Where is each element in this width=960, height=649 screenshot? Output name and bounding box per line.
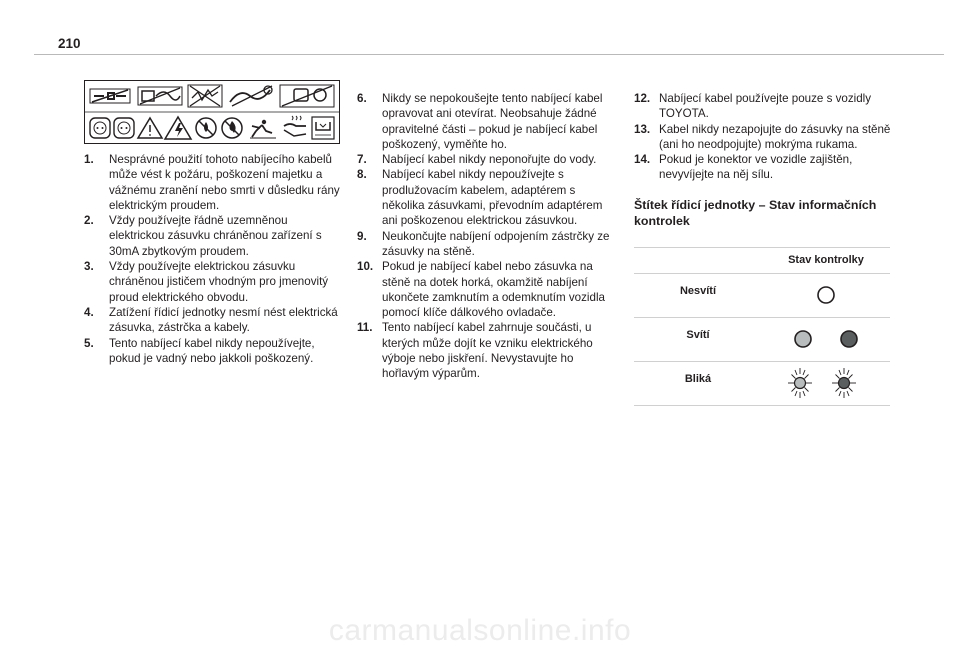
- list-item: [357, 259, 619, 320]
- list-item: [84, 336, 346, 367]
- list-item: [84, 213, 346, 259]
- item-text: Zatížení řídicí jednotky nesmí nést elektrická zásuvka, zástrčka a kabely.: [109, 305, 338, 335]
- row-label-off: Nesvítí: [634, 273, 762, 317]
- indicator-blinking-icon: [786, 365, 866, 401]
- table-header-row: [634, 247, 890, 273]
- item-number: 14.: [634, 153, 651, 167]
- table-row: [634, 273, 890, 317]
- item-number: 13.: [634, 122, 651, 136]
- watermark: carmanualsonline.info: [328, 614, 632, 647]
- list-item: [357, 152, 619, 167]
- table-header-status: Stav kontrolky: [762, 247, 890, 273]
- item-number: 3.: [84, 260, 94, 274]
- item-number: 6.: [357, 92, 367, 105]
- page-number: 210: [58, 36, 81, 51]
- item-number: 11.: [357, 321, 373, 335]
- list-item: [84, 305, 346, 336]
- item-text: Kabel nikdy nezapojujte do zásuvky na stěně (ani ho neodpojujte) mokrýma rukama.: [659, 122, 891, 151]
- list-item: [84, 152, 346, 213]
- item-number: 8.: [357, 168, 367, 182]
- item-text: Nikdy se nepokoušejte tento nabíjecí kabel opravovat ani otevírat. Neobsahuje žádné opravitelné části – pokud je nabíjecí kabel poškozený, vyměňte ho.: [382, 92, 603, 151]
- item-text: Nabíjecí kabel nikdy nepoužívejte s prodlužovacím kabelem, adaptérem s několika zásuvkami, převodním adaptérem ani poškozenou elektrickou zásuvkou.: [382, 168, 603, 228]
- column-2: [357, 91, 619, 382]
- row-label-on: Svítí: [634, 317, 762, 361]
- section-heading: Štítek řídicí jednotky – Stav informačních kontrolek: [634, 197, 877, 228]
- list-item: [634, 152, 896, 183]
- item-text: Vždy používejte řádně uzemněnou elektrickou zásuvku chráněnou zařízení s 30mA zbytkovým proudem.: [109, 214, 322, 258]
- item-number: 5.: [84, 336, 94, 350]
- indicator-off-icon: [814, 283, 838, 307]
- item-text: Tento nabíjecí kabel nikdy nepoužívejte, pokud je vadný nebo jakkoli poškozený.: [109, 336, 315, 365]
- list-item: [357, 91, 619, 152]
- table-row: [634, 317, 890, 361]
- column-1: [84, 80, 346, 366]
- safety-list-2: [357, 91, 619, 382]
- item-text: Tento nabíjecí kabel zahrnuje součásti, u kterých může dojít ke vzniku elektrického výboje nebo jiskření. Nevystavujte ho hořlavým výparům.: [382, 321, 593, 381]
- item-text: Pokud je konektor ve vozidle zajištěn, nevyvíjejte na něj sílu.: [659, 153, 853, 182]
- list-item: [634, 122, 896, 153]
- item-text: Pokud je nabíjecí kabel nebo zásuvka na stěně na dotek horká, okamžitě nabíjení ukončete zamknutím a odemknutím vozidla pomocí klíče dálkového ovladače.: [382, 260, 605, 320]
- item-text: Nabíjecí kabel používejte pouze s vozidly TOYOTA.: [659, 92, 872, 121]
- item-number: 7.: [357, 153, 367, 167]
- item-number: 2.: [84, 214, 94, 228]
- item-text: Nabíjecí kabel nikdy neponořujte do vody.: [382, 153, 597, 167]
- safety-list-1: [84, 152, 346, 366]
- item-number: 12.: [634, 92, 651, 105]
- header-rule: [34, 54, 944, 55]
- warning-pictogram-strip: [84, 80, 340, 144]
- item-text: Nesprávné použití tohoto nabíjecího kabelů může vést k požáru, poškození majetku a vážnému zranění nebo smrti v důsledku rány elektrickým proudem.: [109, 153, 340, 212]
- list-item: [357, 167, 619, 228]
- list-item: [634, 91, 896, 122]
- item-text: Neukončujte nabíjení odpojením zástrčky ze zásuvky na stěně.: [382, 229, 610, 258]
- row-label-blinking: Bliká: [634, 361, 762, 405]
- list-item: [84, 259, 346, 305]
- table-row: [634, 361, 890, 405]
- column-3: [634, 91, 896, 406]
- item-number: 10.: [357, 260, 374, 274]
- item-number: 1.: [84, 153, 94, 166]
- table-header-blank: [634, 247, 762, 273]
- indicator-status-table: [634, 247, 890, 406]
- list-item: [357, 229, 619, 260]
- safety-list-3: [634, 91, 896, 183]
- indicator-cell-off: [762, 273, 890, 317]
- indicator-cell-blinking: [762, 361, 890, 405]
- indicator-cell-on: [762, 317, 890, 361]
- indicator-on-icon: [791, 327, 861, 351]
- item-number: 9.: [357, 229, 367, 243]
- item-text: Vždy používejte elektrickou zásuvku chráněnou jističem vhodným pro jmenovitý proud elektrického obvodu.: [109, 260, 329, 304]
- list-item: [357, 320, 619, 381]
- item-number: 4.: [84, 305, 94, 319]
